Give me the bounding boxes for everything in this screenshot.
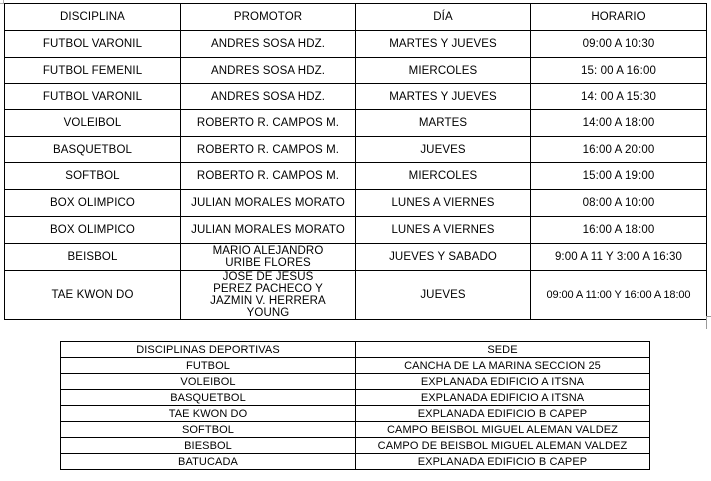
cell-dia: JUEVES [356,271,531,320]
cell-disciplina: VOLEIBOL [5,110,181,137]
table-row [5,244,707,271]
table-row [5,137,707,163]
page-corner-marker [706,316,711,329]
table-row [61,358,650,374]
cell-promotor: JOSE DE JESUS PEREZ PACHECO Y JAZMIN V. HERRERA YOUNG [181,271,356,320]
cell-horario: 9:00 A 11 Y 3:00 A 16:30 [531,244,707,271]
cell-disciplina: BEISBOL [5,244,181,271]
cell-horario: 16:00 A 20:00 [531,137,707,163]
cell-sede: EXPLANADA EDIFICIO B CAPEP [356,454,650,470]
table-row [61,390,650,406]
cell-horario: 08:00 A 10:00 [531,190,707,217]
header-sede: SEDE [356,342,650,358]
table-header-row [61,342,650,358]
cell-promotor: ROBERTO R. CAMPOS M. [181,163,356,190]
cell-disciplina: BOX OLIMPICO [5,217,181,244]
table-row [61,374,650,390]
cell-disciplina: BASQUETBOL [5,137,181,163]
cell-horario: 14: 00 A 15:30 [531,84,707,110]
cell-horario: 14:00 A 18:00 [531,110,707,137]
cell-horario: 15:00 A 19:00 [531,163,707,190]
cell-disciplina: VOLEIBOL [61,374,356,390]
cell-dia: JUEVES [356,137,531,163]
cell-disciplina: SOFTBOL [61,422,356,438]
cell-promotor: ROBERTO R. CAMPOS M. [181,137,356,163]
cell-dia: MARTES [356,110,531,137]
cell-promotor: MARIO ALEJANDRO URIBE FLORES [181,244,356,271]
cell-disciplina: SOFTBOL [5,163,181,190]
header-horario: HORARIO [531,4,707,31]
cell-sede: CANCHA DE LA MARINA SECCION 25 [356,358,650,374]
cell-sede: EXPLANADA EDIFICIO A ITSNA [356,374,650,390]
cell-dia: MIERCOLES [356,58,531,84]
cell-disciplina: BATUCADA [61,454,356,470]
cell-promotor: JULIAN MORALES MORATO [181,217,356,244]
table-row [5,190,707,217]
cell-promotor: ROBERTO R. CAMPOS M. [181,110,356,137]
table-row [61,406,650,422]
cell-promotor: ANDRES SOSA HDZ. [181,31,356,58]
cell-horario: 15: 00 A 16:00 [531,58,707,84]
cell-dia: LUNES A VIERNES [356,217,531,244]
cell-dia: LUNES A VIERNES [356,190,531,217]
cell-dia: MIERCOLES [356,163,531,190]
table-row [61,422,650,438]
cell-disciplina: BASQUETBOL [61,390,356,406]
cell-disciplina: TAE KWON DO [61,406,356,422]
cell-dia: JUEVES Y SABADO [356,244,531,271]
header-promotor: PROMOTOR [181,4,356,31]
cell-disciplina: FUTBOL VARONIL [5,84,181,110]
cell-disciplina: FUTBOL FEMENIL [5,58,181,84]
cell-sede: CAMPO DE BEISBOL MIGUEL ALEMAN VALDEZ [356,438,650,454]
table-row [61,438,650,454]
venue-table [60,341,650,470]
cell-disciplina: BOX OLIMPICO [5,190,181,217]
cell-horario: 16:00 A 18:00 [531,217,707,244]
cell-promotor: ANDRES SOSA HDZ. [181,58,356,84]
header-disciplina: DISCIPLINA [5,4,181,31]
cell-dia: MARTES Y JUEVES [356,84,531,110]
cell-disciplina: BIESBOL [61,438,356,454]
table-header-row [5,4,707,31]
table-row [5,163,707,190]
cell-dia: MARTES Y JUEVES [356,31,531,58]
header-dia: DÍA [356,4,531,31]
table-row [5,217,707,244]
table-row [5,58,707,84]
cell-disciplina: FUTBOL VARONIL [5,31,181,58]
cell-promotor: ANDRES SOSA HDZ. [181,84,356,110]
header-disciplinas-deportivas: DISCIPLINAS DEPORTIVAS [61,342,356,358]
table-row [5,110,707,137]
cell-disciplina: FUTBOL [61,358,356,374]
cell-disciplina: TAE KWON DO [5,271,181,320]
table-row [5,31,707,58]
table-row [61,454,650,470]
cell-sede: EXPLANADA EDIFICIO A ITSNA [356,390,650,406]
cell-promotor: JULIAN MORALES MORATO [181,190,356,217]
cell-sede: CAMPO BEISBOL MIGUEL ALEMAN VALDEZ [356,422,650,438]
cell-sede: EXPLANADA EDIFICIO B CAPEP [356,406,650,422]
cell-horario: 09:00 A 10:30 [531,31,707,58]
table-row [5,84,707,110]
table-row [5,271,707,320]
cell-horario: 09:00 A 11:00 Y 16:00 A 18:00 [531,271,707,320]
schedule-table [4,3,707,320]
